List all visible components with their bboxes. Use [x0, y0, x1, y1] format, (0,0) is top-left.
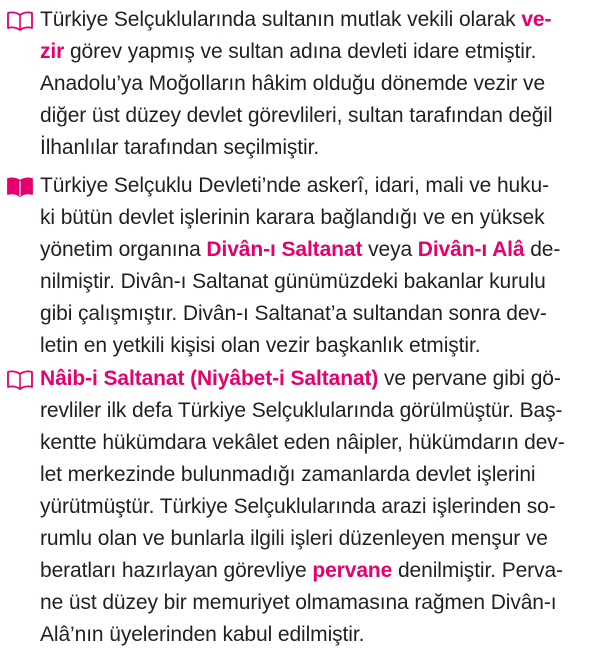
- highlighted-term: Nâib-i Saltanat (Niyâbet-i Saltanat): [40, 367, 379, 390]
- text-run: ve pervane gibi gö-: [378, 367, 561, 390]
- highlighted-term: pervane: [312, 559, 393, 582]
- text-line: [40, 427, 565, 459]
- text-line: [40, 68, 545, 100]
- text-run: denilmiştir. Perva-: [392, 559, 563, 582]
- text-run: letin en yetkili kişisi olan vezir başkanlık etmiştir.: [40, 334, 481, 357]
- text-line: [40, 4, 551, 36]
- open-book-outline-icon: [6, 10, 34, 32]
- text-run: diğer üst düzey devlet görevlileri, sultan tarafından değil: [40, 104, 553, 127]
- text-line: [40, 330, 480, 362]
- text-run: yürütmüştür. Türkiye Selçuklularında arazi işlerinden so-: [40, 495, 556, 518]
- text-line: [40, 132, 319, 164]
- text-line: [40, 170, 549, 202]
- text-run: görev yapmış ve sultan adına devleti idare etmiştir.: [64, 40, 537, 63]
- text-run: let merkezinde bulunmadığı zamanlarda devlet işlerini: [40, 463, 536, 486]
- text-run: Anadolu’ya Moğolların hâkim olduğu dönemde vezir ve: [40, 72, 546, 95]
- text-run: kentte hükümdara vekâlet eden nâipler, hükümdarın dev-: [40, 431, 565, 454]
- highlighted-term: Divân-ı Alâ: [417, 238, 525, 261]
- highlighted-term: zir: [40, 40, 65, 63]
- text-run: gibi çalışmıştır. Divân-ı Saltanat’a sultandan sonra dev-: [40, 302, 547, 325]
- text-line: [40, 523, 548, 555]
- highlighted-term: ve-: [521, 8, 552, 31]
- open-book-outline-icon: [6, 369, 34, 391]
- text-run: Türkiye Selçuklularında sultanın mutlak vekili olarak: [40, 8, 522, 31]
- text-run: veya: [362, 238, 418, 261]
- text-line: [40, 266, 546, 298]
- text-run: beratları hazırlayan görevliye: [40, 559, 313, 582]
- text-line: [40, 395, 562, 427]
- text-line: [40, 36, 536, 68]
- text-run: ki bütün devlet işlerinin karara bağlandığı ve en yüksek: [40, 206, 545, 229]
- text-run: nilmiştir. Divân-ı Saltanat günümüzdeki bakanlar kurulu: [40, 270, 546, 293]
- text-run: Türkiye Selçuklu Devleti’nde askerî, idari, mali ve huku-: [40, 174, 550, 197]
- text-run: revliler ilk defa Türkiye Selçuklularında görülmüştür. Baş-: [40, 399, 563, 422]
- text-line: [40, 234, 560, 266]
- text-run: İlhanlılar tarafından seçilmiştir.: [40, 136, 320, 159]
- text-line: [40, 459, 535, 491]
- text-line: [40, 491, 556, 523]
- open-book-filled-icon: [6, 176, 34, 198]
- text-line: [40, 298, 547, 330]
- text-run: ne üst düzey bir memuriyet olmamasına rağmen Divân-ı: [40, 591, 557, 614]
- text-line: [40, 202, 545, 234]
- text-line: [40, 619, 364, 651]
- text-run: yönetim organına: [40, 238, 207, 261]
- text-line: [40, 100, 552, 132]
- highlighted-term: Divân-ı Saltanat: [206, 238, 363, 261]
- text-line: [40, 363, 561, 395]
- text-line: [40, 555, 563, 587]
- text-run: rumlu olan ve bunlarla ilgili işleri düzenleyen menşur ve: [40, 527, 548, 550]
- text-line: [40, 587, 557, 619]
- text-run: Alâ’nın üyelerinden kabul edilmiştir.: [40, 623, 365, 646]
- text-run: de-: [524, 238, 561, 261]
